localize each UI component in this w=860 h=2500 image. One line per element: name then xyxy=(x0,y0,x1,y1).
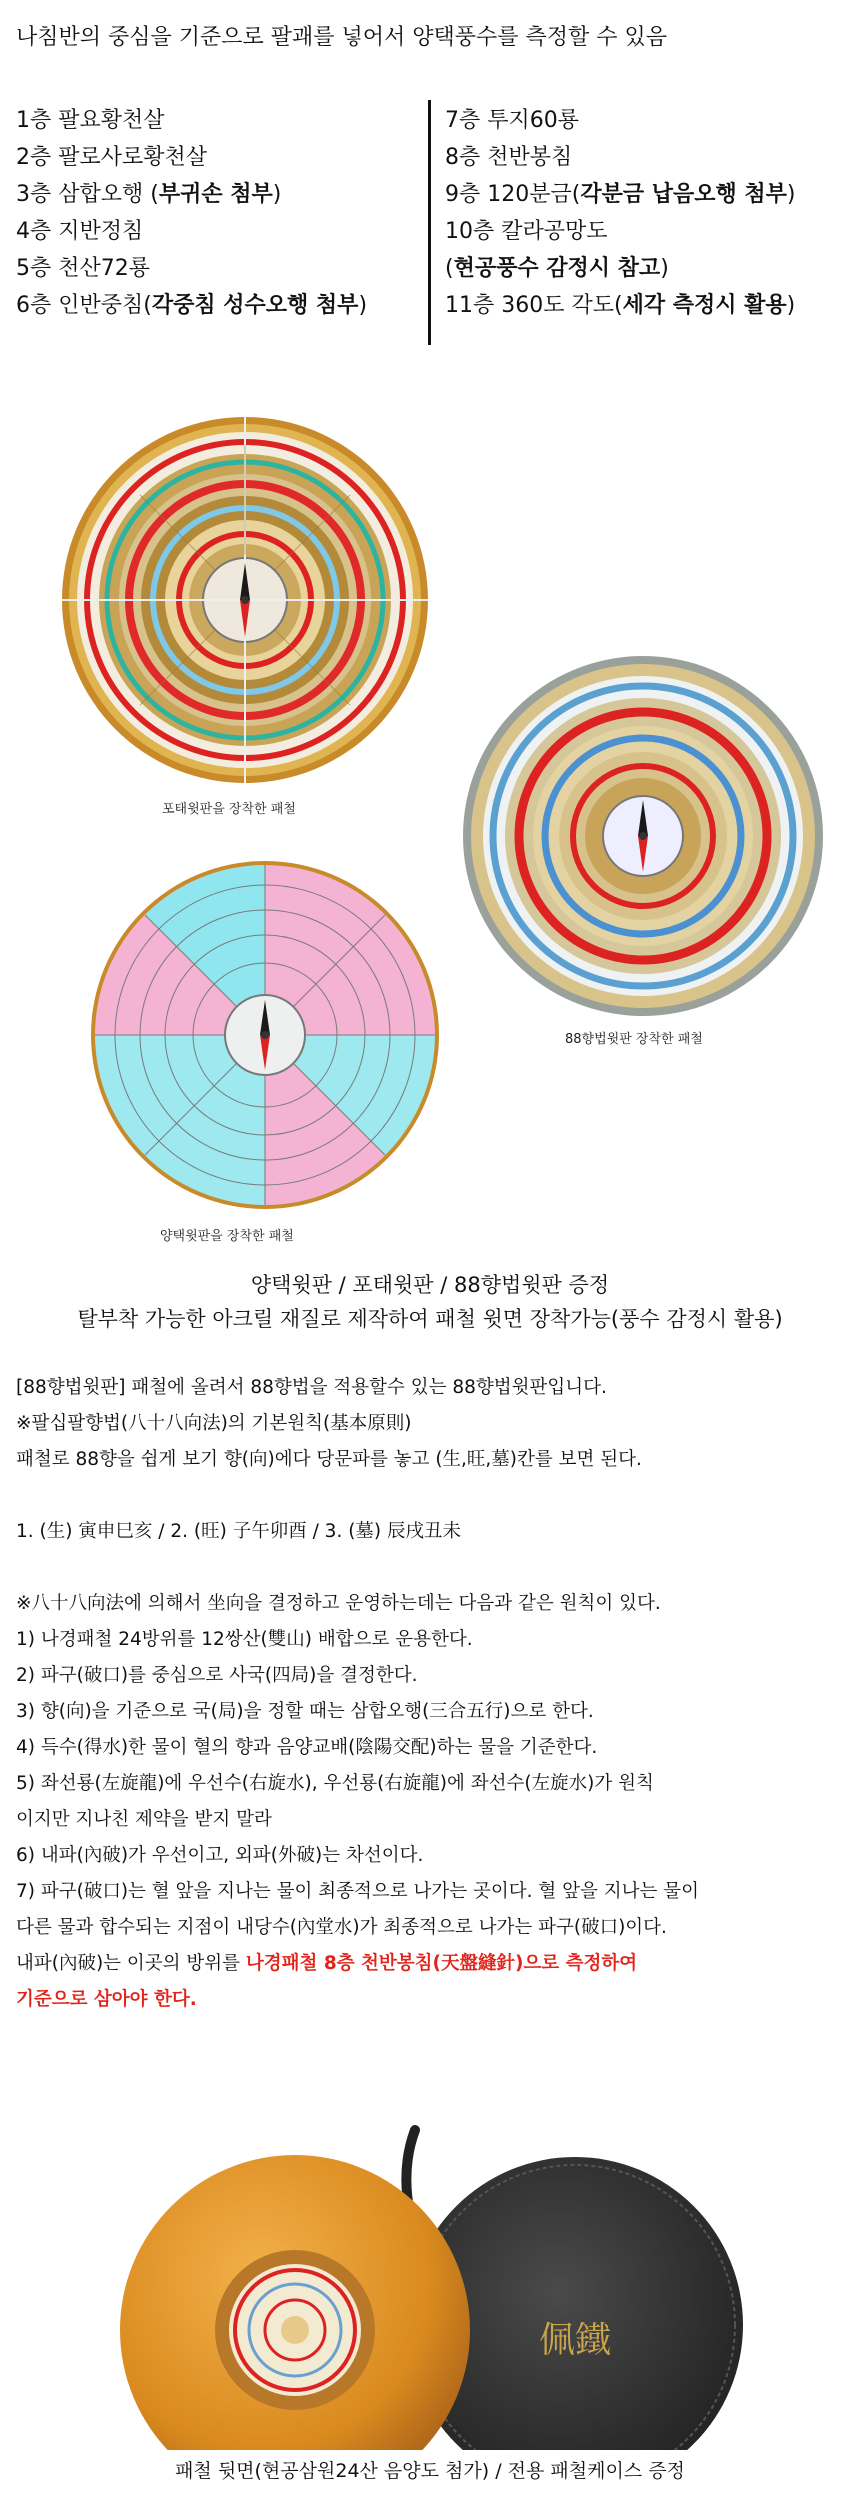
compass-yangtaek-image xyxy=(90,860,440,1210)
bottom-caption: 패철 뒷면(현공삼원24산 음양도 첨가) / 전용 패철케이스 증정 xyxy=(175,2460,685,2482)
description-line: 4) 득수(得水)한 물이 혈의 향과 음양교배(陰陽交配)하는 물을 기준한다. xyxy=(16,1737,598,1758)
compass-back-and-case-image xyxy=(115,2110,765,2450)
description-line: 6) 내파(內破)가 우선이고, 외파(外破)는 차선이다. xyxy=(16,1845,424,1866)
description-line-red: 기준으로 삼아야 한다. xyxy=(16,1989,197,2010)
compass-88-image xyxy=(462,655,824,1017)
compass-potae-image xyxy=(60,415,430,785)
description-line-last: 내파(內破)는 이곳의 방위를 나경패철 8층 천반봉침(天盤縫針)으로 측정하여 xyxy=(16,1953,638,1974)
description-line xyxy=(16,1478,836,1514)
layer-item: 4층 지반정침 xyxy=(16,219,144,244)
description-line: ※팔십팔향법(八十八向法)의 기본원칙(基本原則) xyxy=(16,1413,412,1434)
layer-item: 11층 360도 각도(세각 측정시 활용) xyxy=(445,293,796,318)
description-line: 1. (生) 寅申巳亥 / 2. (旺) 子午卯酉 / 3. (墓) 辰戌丑未 xyxy=(16,1521,462,1542)
layer-item: 8층 천반봉침 xyxy=(445,145,573,170)
description-line: 패철로 88향을 쉽게 보기 향(向)에다 당문파를 놓고 (生,旺,墓)칸를 보면 된다. xyxy=(16,1449,642,1470)
layer-item: (현공풍수 감정시 참고) xyxy=(445,256,669,281)
description-line xyxy=(16,1550,836,1586)
intro-text: 나침반의 중심을 기준으로 팔괘를 넣어서 양택풍수를 측정할 수 있음 xyxy=(16,25,668,50)
products-line-2: 탈부착 가능한 아크릴 재질로 제작하여 패철 윗면 장착가능(풍수 감정시 활용) xyxy=(77,1307,783,1331)
description-block xyxy=(16,1370,836,2018)
column-divider xyxy=(428,100,431,345)
layers-left-list xyxy=(16,102,367,324)
compass-88-caption: 88향법윗판 장착한 패철 xyxy=(565,1032,703,1047)
description-line: 2) 파구(破口)를 중심으로 사국(四局)을 결정한다. xyxy=(16,1665,418,1686)
layer-item: 10층 칼라공망도 xyxy=(445,219,608,244)
layer-item: 3층 삼합오행 (부귀손 첨부) xyxy=(16,182,282,207)
description-line: 5) 좌선룡(左旋龍)에 우선수(右旋水), 우선룡(右旋龍)에 좌선수(左旋水)가 원칙 xyxy=(16,1773,654,1794)
description-line: 1) 나경패철 24방위를 12쌍산(雙山) 배합으로 운용한다. xyxy=(16,1629,473,1650)
layer-item: 5층 천산72룡 xyxy=(16,256,150,281)
description-line: 3) 향(向)을 기준으로 국(局)을 정할 때는 삼합오행(三合五行)으로 한다. xyxy=(16,1701,594,1722)
case-emblem-text: 佩鐵 xyxy=(538,2320,612,2361)
compass-yangtaek-caption: 양택윗판을 장착한 패철 xyxy=(160,1229,294,1244)
layer-item: 6층 인반중침(각중침 성수오행 첨부) xyxy=(16,293,368,318)
compass-potae-caption: 포태윗판을 장착한 패철 xyxy=(162,802,296,817)
products-line-1: 양택윗판 / 포태윗판 / 88향법윗판 증정 xyxy=(250,1273,610,1297)
layer-item: 9층 120분금(각분금 납음오행 첨부) xyxy=(445,182,796,207)
description-line: 7) 파구(破口)는 혈 앞을 지나는 물이 최종적으로 나가는 곳이다. 혈 앞을 지나는 물이 xyxy=(16,1881,700,1902)
description-line: 다른 물과 합수되는 지점이 내당수(內堂水)가 최종적으로 나가는 파구(破口)이다. xyxy=(16,1917,667,1938)
layers-right-list xyxy=(445,102,796,324)
products-caption xyxy=(0,1268,860,1336)
description-line: ※八十八向法에 의해서 坐向을 결정하고 운영하는데는 다음과 같은 원칙이 있다. xyxy=(16,1593,661,1614)
description-line: [88향법윗판] 패철에 올려서 88향법을 적용할수 있는 88향법윗판입니다. xyxy=(16,1377,607,1398)
layer-item: 1층 팔요황천살 xyxy=(16,108,165,133)
layer-item: 7층 투지60룡 xyxy=(445,108,579,133)
layer-item: 2층 팔로사로황천살 xyxy=(16,145,208,170)
description-line: 이지만 지나친 제약을 받지 말라 xyxy=(16,1809,272,1830)
